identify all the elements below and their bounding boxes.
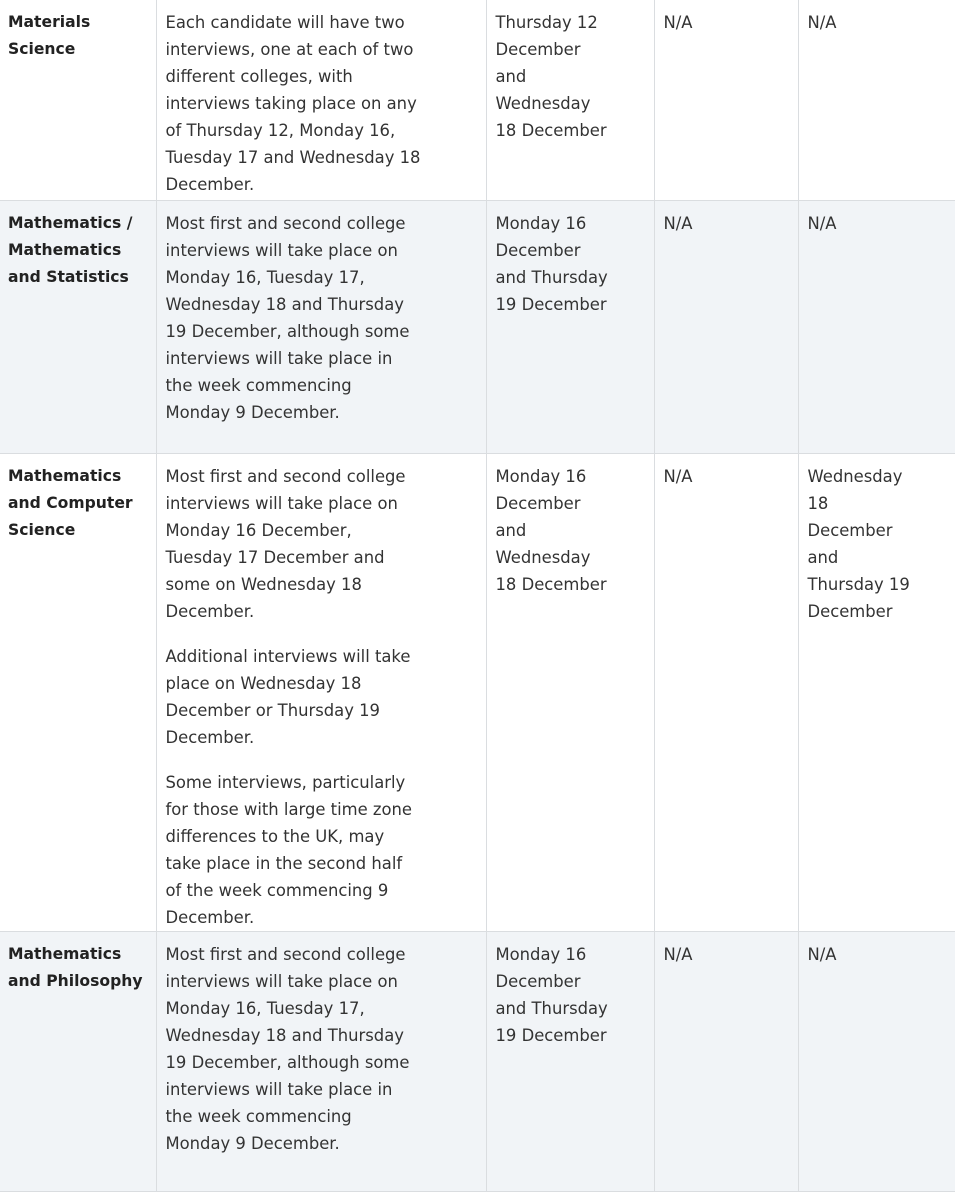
interview-date-cell (486, 453, 654, 931)
second-date-cell: N/A (654, 453, 798, 931)
third-date-cell: N/A (798, 0, 955, 200)
interview-date-text: Monday 16 December and Thursday 19 December (495, 944, 608, 1045)
table-row (0, 453, 955, 931)
details-paragraph: Each candidate will have two interviews, one at each of two different colleges, with interviews taking place on any of Thursday 12, Monday 16, Tuesday 17 and Wednesday 18 December. (165, 13, 421, 194)
subject-cell: Mathematics / Mathematics and Statistics (0, 200, 156, 453)
details-cell (156, 200, 486, 453)
details-paragraph: Most first and second college interviews will take place on Monday 16, Tuesday 17, Wednesday 18 and Thursday 19 December, although some interviews will take place in the week commencing Monday 9 December. (165, 944, 410, 1153)
table-row (0, 931, 955, 1191)
interview-date-text: Monday 16 December and Wednesday 18 December (495, 466, 607, 594)
interview-date-cell (486, 931, 654, 1191)
details-cell (156, 931, 486, 1191)
details-paragraph: Most first and second college interviews will take place on Monday 16 December, Tuesday 17 December and some on Wednesday 18 December. (165, 466, 406, 621)
third-date-text: Wednesday 18 December and Thursday 19 December (807, 466, 910, 621)
third-date-cell (798, 453, 955, 931)
interview-date-cell (486, 0, 654, 200)
details-paragraph: Additional interviews will take place on Wednesday 18 December or Thursday 19 December. (165, 646, 411, 747)
third-date-cell: N/A (798, 200, 955, 453)
details-cell (156, 453, 486, 931)
second-date-cell: N/A (654, 0, 798, 200)
details-cell (156, 0, 486, 200)
details-paragraph: Some interviews, particularly for those with large time zone differences to the UK, may take place in the second half of the week commencing 9 December. (165, 772, 412, 927)
interview-date-cell (486, 200, 654, 453)
table-row (0, 200, 955, 453)
interview-date-text: Thursday 12 December and Wednesday 18 December (495, 13, 607, 140)
third-date-cell: N/A (798, 931, 955, 1191)
subject-cell: Mathematics and Computer Science (0, 453, 156, 931)
second-date-cell: N/A (654, 200, 798, 453)
subject-cell: Materials Science (0, 0, 156, 200)
details-paragraph: Most first and second college interviews will take place on Monday 16, Tuesday 17, Wednesday 18 and Thursday 19 December, although some interviews will take place in the week commencing Monday 9 December. (165, 213, 410, 422)
interview-date-text: Monday 16 December and Thursday 19 December (495, 213, 608, 314)
second-date-cell: N/A (654, 931, 798, 1191)
table-row (0, 0, 955, 200)
subject-cell: Mathematics and Philosophy (0, 931, 156, 1191)
